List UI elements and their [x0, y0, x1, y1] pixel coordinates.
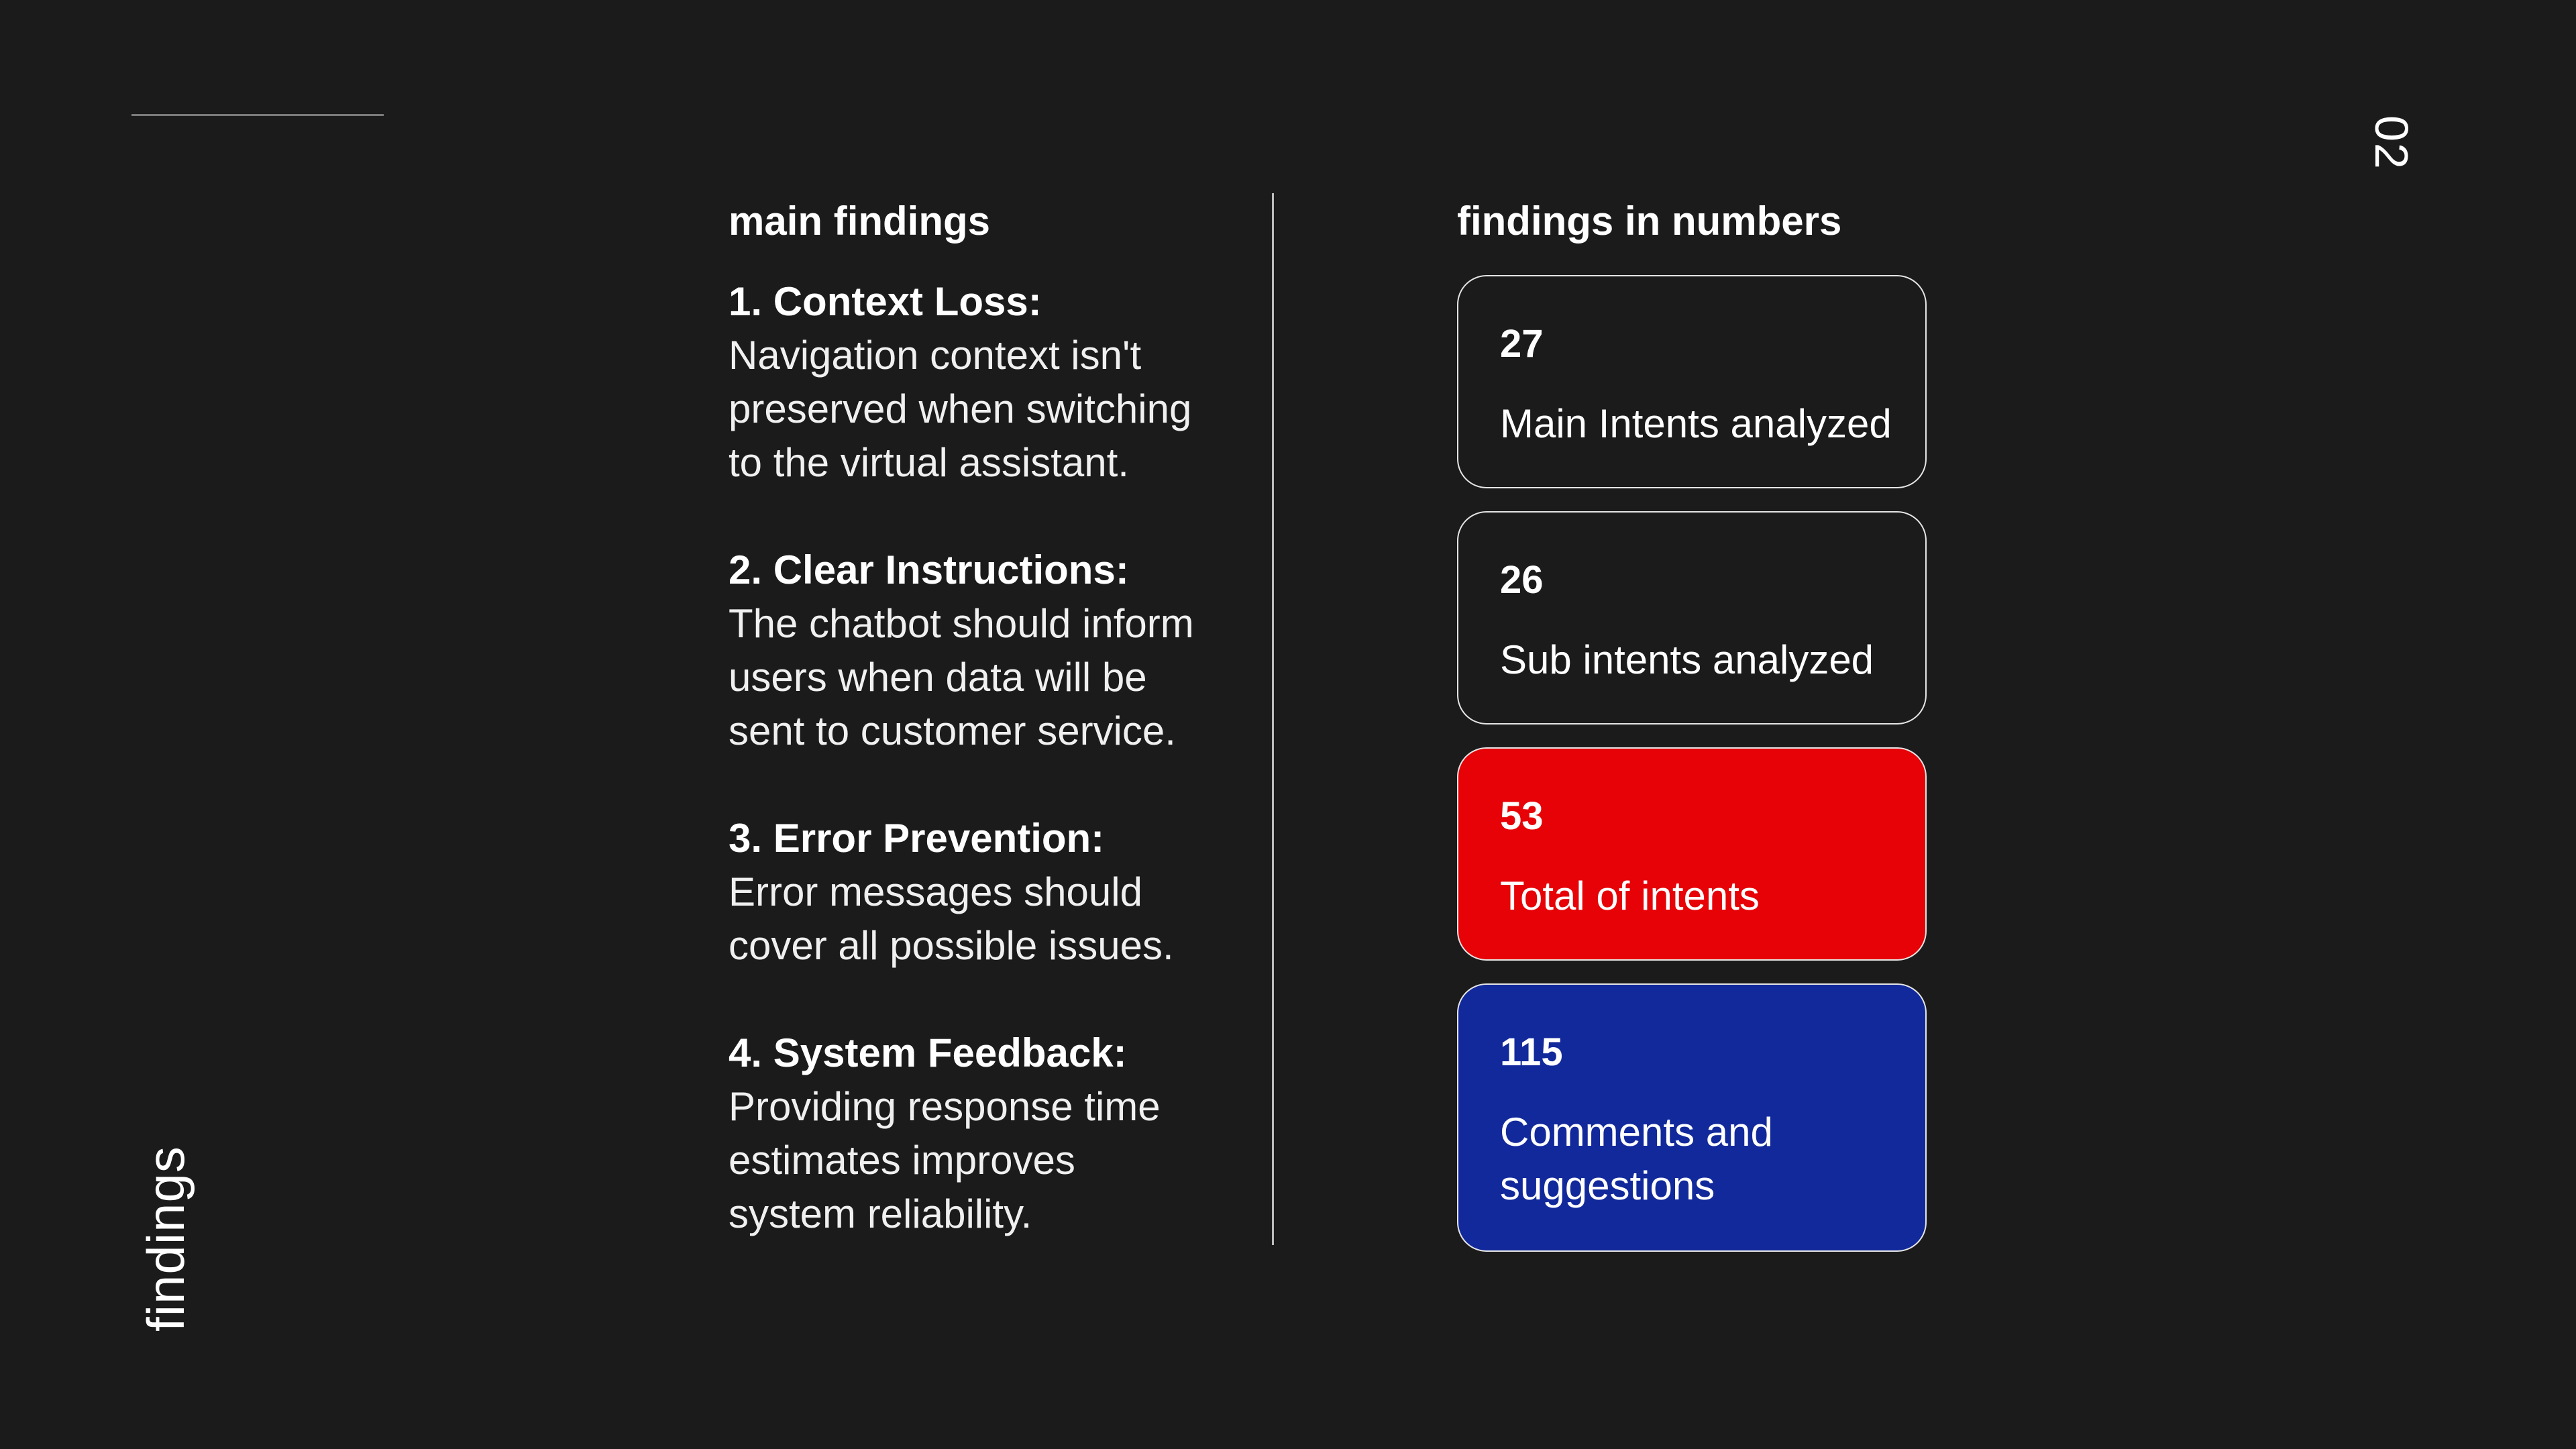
column-divider	[1272, 193, 1274, 1245]
stat-value: 53	[1500, 794, 1544, 838]
finding-item	[729, 543, 1238, 758]
stat-value: 26	[1500, 558, 1544, 602]
finding-title: 2. Clear Instructions:	[729, 547, 1129, 592]
stat-card-sub-intents	[1457, 511, 1927, 724]
finding-title: 3. Error Prevention:	[729, 816, 1105, 861]
finding-text-line: users when data will be	[729, 655, 1147, 700]
stat-label-line: Main Intents analyzed	[1500, 401, 1892, 446]
stat-label-line: Total of intents	[1500, 873, 1760, 918]
stat-card-total-intents	[1457, 747, 1927, 961]
stat-card-main-intents	[1457, 275, 1927, 488]
finding-title: 4. System Feedback:	[729, 1030, 1127, 1075]
finding-text-line: The chatbot should inform	[729, 601, 1194, 646]
finding-text-line: cover all possible issues.	[729, 923, 1174, 968]
stat-value: 115	[1500, 1030, 1563, 1074]
finding-text-line: preserved when switching	[729, 386, 1192, 431]
finding-title: 1. Context Loss:	[729, 279, 1042, 324]
finding-text-line: estimates improves	[729, 1138, 1075, 1183]
findings-in-numbers-column	[1457, 195, 1940, 1275]
stat-label	[1500, 869, 1898, 923]
main-findings-heading: main findings	[729, 199, 990, 244]
finding-text-line: Navigation context isn't	[729, 333, 1142, 378]
top-rule-divider	[131, 114, 384, 116]
findings-in-numbers-heading: findings in numbers	[1457, 199, 1842, 244]
main-findings-column	[729, 195, 1238, 1295]
stat-label	[1500, 1106, 1898, 1213]
stat-card-comments	[1457, 983, 1927, 1252]
stat-label-line: Sub intents analyzed	[1500, 637, 1874, 682]
stat-value: 27	[1500, 322, 1544, 366]
finding-text-line: system reliability.	[729, 1191, 1032, 1236]
finding-item	[729, 812, 1238, 973]
stat-label-line: Comments and	[1500, 1110, 1773, 1155]
stat-label-line: suggestions	[1500, 1163, 1715, 1208]
stat-label	[1500, 633, 1898, 687]
section-label: findings	[136, 1146, 195, 1332]
finding-text-line: sent to customer service.	[729, 708, 1176, 753]
page-number: 02	[2365, 115, 2418, 170]
finding-item	[729, 1026, 1238, 1241]
finding-text-line: Providing response time	[729, 1084, 1161, 1129]
finding-item	[729, 275, 1238, 490]
finding-text-line: to the virtual assistant.	[729, 440, 1129, 485]
finding-text-line: Error messages should	[729, 869, 1142, 914]
stat-label	[1500, 397, 1898, 451]
